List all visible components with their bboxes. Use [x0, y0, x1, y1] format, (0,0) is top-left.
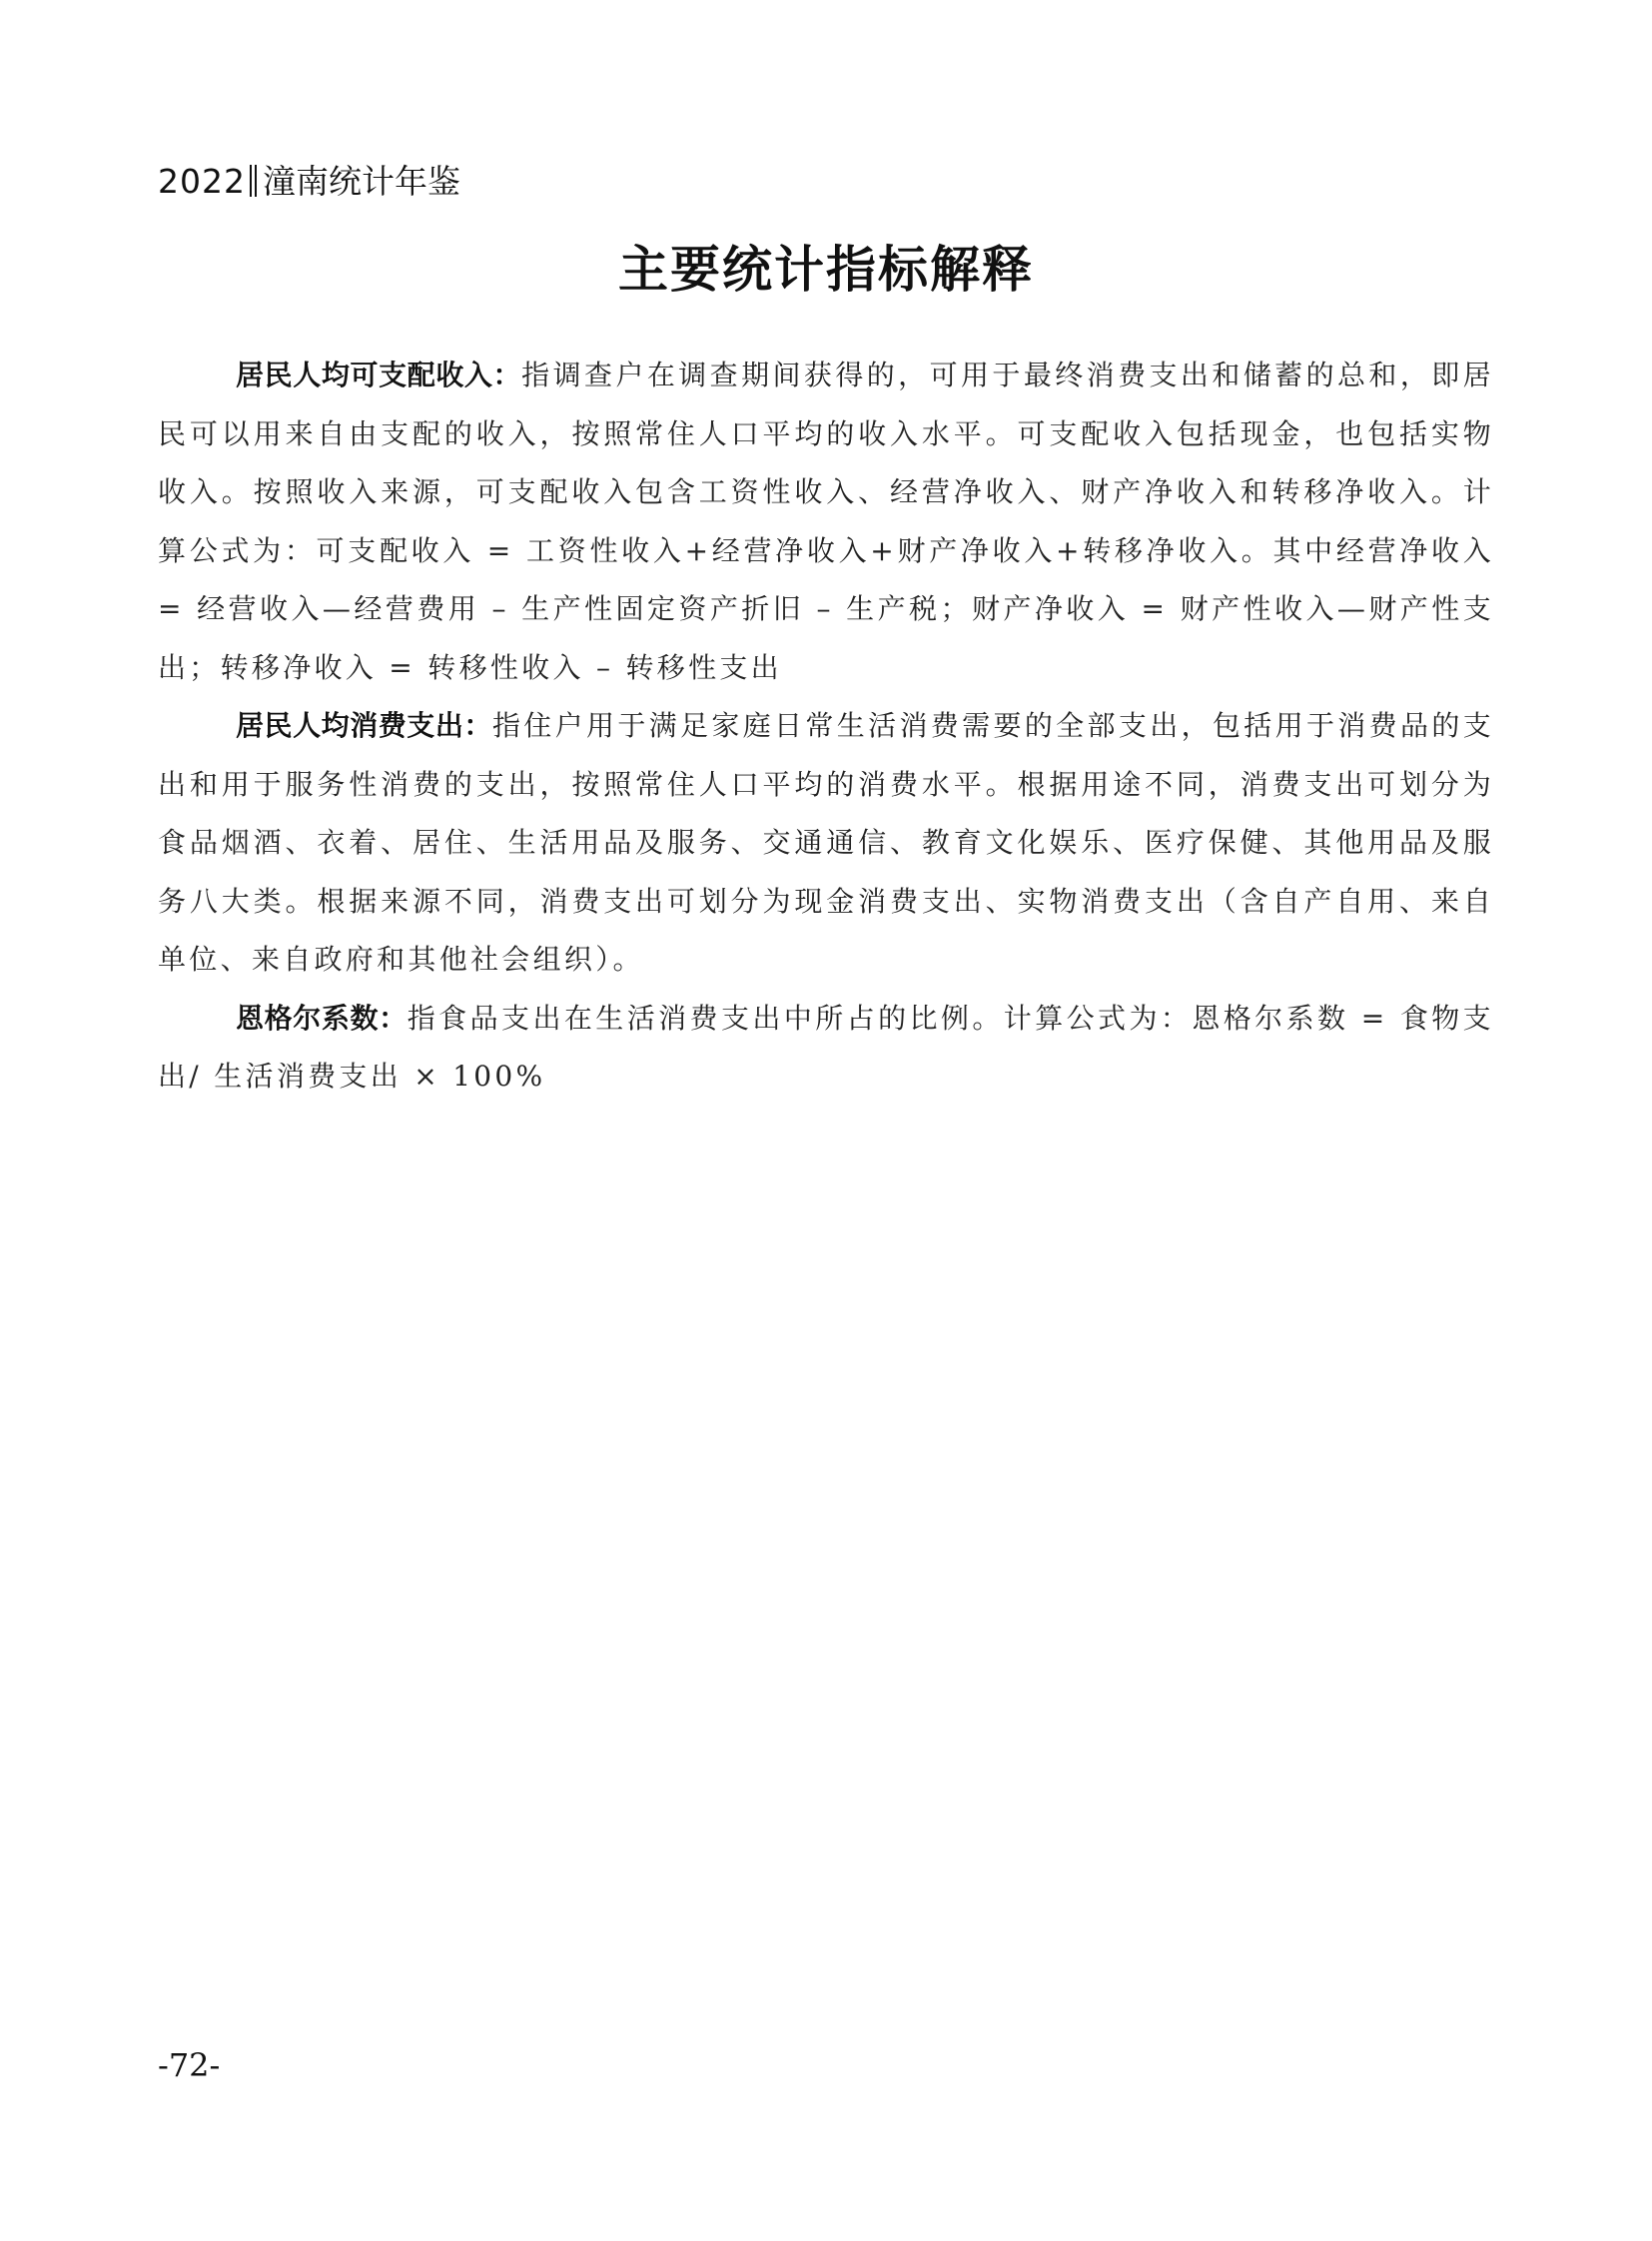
definition-engel-coefficient	[158, 990, 1494, 1107]
running-header	[158, 160, 460, 204]
term-engel-coefficient: 恩格尔系数：	[236, 1001, 408, 1035]
header-year: 2022	[158, 162, 246, 201]
page-title: 主要统计指标解释	[618, 240, 1034, 299]
page-number: -72-	[158, 2046, 221, 2084]
term-disposable-income: 居民人均可支配收入：	[236, 359, 522, 391]
definition-disposable-income	[158, 347, 1494, 697]
definition-text: 指食品支出在生活消费支出中所占的比例。计算公式为：恩格尔系数 = 食物支出/ 生活消费支出 × 100%	[158, 1001, 1494, 1093]
definitions-body	[158, 347, 1494, 1107]
definition-text: 指住户用于满足家庭日常生活消费需要的全部支出，包括用于消费品的支出和用于服务性消费的支出，按照常住人口平均的消费水平。根据用途不同，消费支出可划分为食品烟酒、衣着、居住、生活用品及服务、交通通信、教育文化娱乐、医疗保健、其他用品及服务八大类。根据来源不同，消费支出可划分为现金消费支出、实物消费支出（含自产自用、来自单位、来自政府和其他社会组织）。	[158, 709, 1494, 976]
header-separator	[250, 165, 257, 197]
header-book-title: 潼南统计年鉴	[262, 162, 460, 201]
definition-consumption-expenditure	[158, 697, 1494, 990]
term-consumption-expenditure: 居民人均消费支出：	[236, 709, 492, 742]
definition-text: 指调查户在调查期间获得的，可用于最终消费支出和储蓄的总和，即居民可以用来自由支配的收入，按照常住人口平均的收入水平。可支配收入包括现金，也包括实物收入。按照收入来源，可支配收入包含工资性收入、经营净收入、财产净收入和转移净收入。计算公式为：可支配收入 = 工资性收入+经营净收入+财产净收入+转移净收入。其中经营净收入 = 经营收入—经营费用 – 生产性固定资产折旧 – 生产税；财产净收入 = 财产性收入—财产性支出；转移净收入 = 转移性收入 – 转移性支出	[158, 359, 1494, 684]
